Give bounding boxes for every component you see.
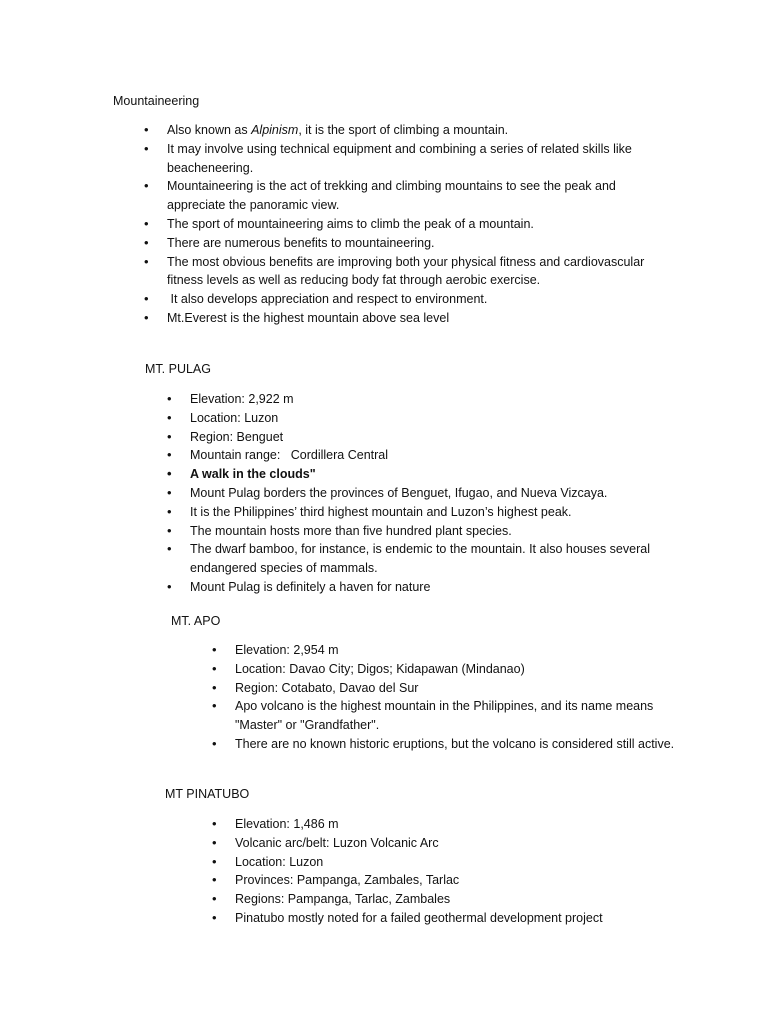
list-item: • It may involve using technical equipment and combining a series of related skills like beacheneering. [144,140,664,178]
section-title-mt-apo: MT. APO [171,614,221,628]
list-item: • Mount Pulag borders the provinces of Benguet, Ifugao, and Nueva Vizcaya. [167,484,677,503]
list-item: • Location: Davao City; Digos; Kidapawan (Mindanao) [212,660,682,679]
list-item: • The dwarf bamboo, for instance, is endemic to the mountain. It also houses several endangered species of mammals. [167,540,677,578]
list-item: • Mountain range: Cordillera Central [167,446,677,465]
section-title-mountaineering: Mountaineering [113,94,200,108]
list-item: • Pinatubo mostly noted for a failed geothermal development project [212,909,682,928]
list-item: • Mt.Everest is the highest mountain above sea level [144,309,664,328]
list-item: • The most obvious benefits are improving both your physical fitness and cardiovascular fitness levels as well as reducing body fat through aerobic exercise. [144,253,664,291]
list-item: • Location: Luzon [212,853,682,872]
mountaineering-list [144,121,664,328]
list-item: • Regions: Pampanga, Tarlac, Zambales [212,890,682,909]
list-item: • The sport of mountaineering aims to climb the peak of a mountain. [144,215,664,234]
list-item: • Elevation: 2,954 m [212,641,682,660]
section-title-mt-pulag: MT. PULAG [145,362,211,376]
mt-apo-list [212,641,682,754]
list-item: • Mount Pulag is definitely a haven for nature [167,578,677,597]
list-item: • There are numerous benefits to mountaineering. [144,234,664,253]
list-item: • It is the Philippines’ third highest mountain and Luzon’s highest peak. [167,503,677,522]
list-item: • Elevation: 2,922 m [167,390,677,409]
list-item: • Volcanic arc/belt: Luzon Volcanic Arc [212,834,682,853]
list-item: • Mountaineering is the act of trekking and climbing mountains to see the peak and appreciate the panoramic view. [144,177,664,215]
list-item: • Region: Cotabato, Davao del Sur [212,679,682,698]
italic-term: Alpinism [251,123,299,137]
list-item: • Location: Luzon [167,409,677,428]
list-item: • Elevation: 1,486 m [212,815,682,834]
list-item: • The mountain hosts more than five hundred plant species. [167,522,677,541]
list-item: • Provinces: Pampanga, Zambales, Tarlac [212,871,682,890]
mt-pulag-list [167,390,677,597]
list-item: • Apo volcano is the highest mountain in the Philippines, and its name means "Master" or "Grandfather". [212,697,682,735]
list-item: • Region: Benguet [167,428,677,447]
list-item: • There are no known historic eruptions, but the volcano is considered still active. [212,735,682,754]
list-item: • It also develops appreciation and respect to environment. [144,290,664,309]
list-item-bold: • A walk in the clouds" [167,465,677,484]
mt-pinatubo-list [212,815,682,928]
section-title-mt-pinatubo: MT PINATUBO [165,787,250,801]
list-item: • Also known as Alpinism, it is the sport of climbing a mountain. [144,121,664,140]
